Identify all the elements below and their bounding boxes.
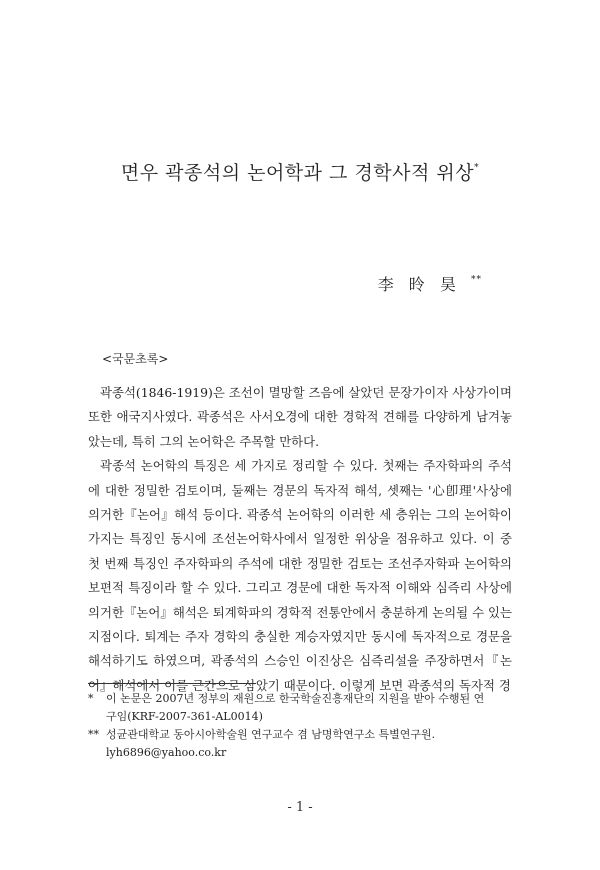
footnote-1-mark: *: [88, 692, 94, 705]
paper-title: [0, 158, 600, 185]
footnote-1: [88, 690, 512, 708]
author-footnote-mark: **: [471, 275, 482, 285]
page-number: - 1 -: [287, 800, 313, 815]
abstract-body: [88, 381, 512, 698]
footnote-2-line-2: lyh6896@yahoo.co.kr: [106, 746, 227, 759]
footnote-1-line-2: 구임(KRF-2007-361-AL0014): [106, 710, 263, 723]
abstract-label: <국문초록>: [102, 352, 169, 366]
abstract-paragraph-1: 곽종석(1846-1919)은 조선이 멸망할 즈음에 살았던 문장가이자 사상가이며 또한 애국지사였다. 곽종석은 사서오경에 대한 경학적 견해를 다양하게 남겨놓았는데, 특히 그의 논어학은 주목할 만하다.: [88, 385, 512, 449]
author-name-text: 李 昤 昊: [377, 275, 461, 294]
author-name: [378, 272, 482, 295]
footnote-2-line-1: 성균관대학교 동아시아학술원 연구교수 겸 남명학연구소 특별연구원.: [106, 728, 436, 741]
abstract-paragraph-2: 곽종석 논어학의 특징은 세 가지로 정리할 수 있다. 첫째는 주자학파의 주석에 대한 정밀한 검토이며, 둘째는 경문의 독자적 해석, 셋째는 '心卽理'사상에 의거한『논어』해석 등이다. 곽종석 논어학의 이러한 세 층위는 그의 논어학이 가지는 특징인 동시에 조선논어학사에서 일정한 위상을 점유하고 있다. 이 중 첫 번째 특징인 주자학파의 주석에 대한 정밀한 검토는 조선주자학파 논어학의 보편적 특징이라 할 수 있다. 그리고 경문에 대한 독자적 이해와 심즉리 사상에 의거한『논어』해석은 퇴계학파의 경학적 전통안에서 충분하게 논의될 수 있는 지점이다. 퇴계는 주자 경학의 충실한 계승자였지만 동시에 독자적으로 경문을 해석하기도 하였으며, 곽종석의 스승인 이진상은 심즉리설을 주장하면서『논어』해석에서 이를 근간으로 삼았기 때문이다. 이렇게 보면 곽종석의 독자적 경: [88, 458, 512, 693]
footnotes: [88, 690, 512, 762]
footnote-2-mark: **: [88, 728, 99, 741]
footnote-1-line-1: 이 논문은 2007년 정부의 재원으로 한국학술진흥재단의 지원을 받아 수행된 연: [106, 692, 485, 705]
footnote-divider: [88, 683, 256, 684]
paper-title-text: 면우 곽종석의 논어학과 그 경학사적 위상: [120, 162, 475, 184]
footnote-2: [88, 726, 512, 744]
title-footnote-mark: *: [474, 163, 480, 173]
